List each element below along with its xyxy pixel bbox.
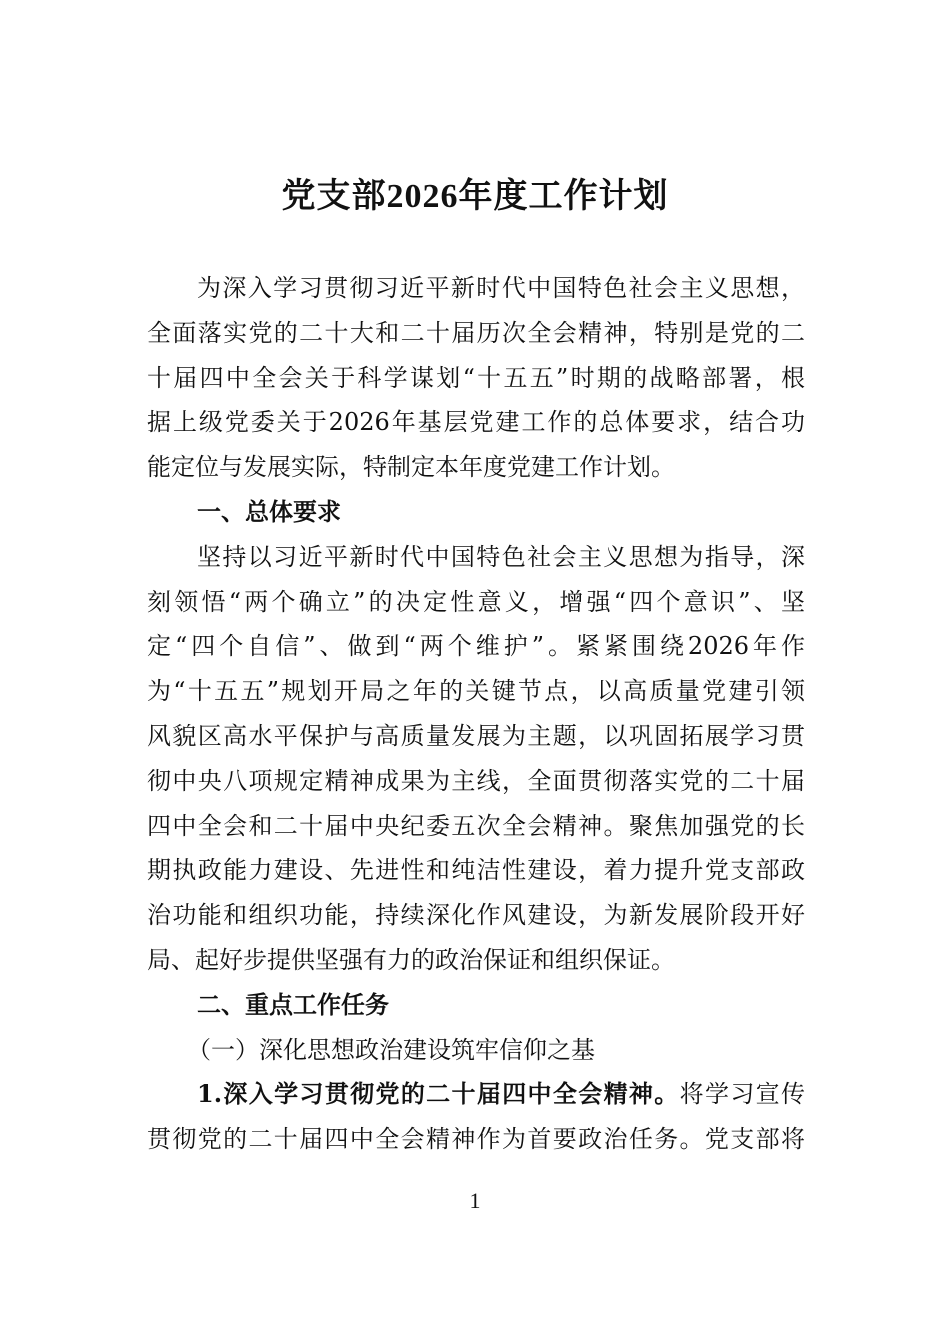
page-number: 1 — [469, 1188, 481, 1213]
section-heading-1: 一、总体要求 — [197, 497, 341, 526]
document-title: 党支部2026年度工作计划 — [281, 178, 669, 215]
text-line: 彻中央八项规定精神成果为主线，全面贯彻落实党的二十届 — [147, 766, 805, 795]
subsection-heading: （一）深化思想政治建设筑牢信仰之基 — [187, 1035, 595, 1064]
text-line: 全面落实党的二十大和二十届历次全会精神，特别是党的二 — [147, 318, 805, 347]
item-1-text: 将学习宣传 — [679, 1080, 806, 1109]
text-line: 为“十五五”规划开局之年的关键节点，以高质量党建引领 — [147, 677, 805, 706]
intro-paragraph — [147, 266, 805, 490]
text-line: 坚持以习近平新时代中国特色社会主义思想为指导，深 — [197, 542, 805, 571]
text-line: 期执政能力建设、先进性和纯洁性建设，着力提升党支部政 — [147, 856, 805, 885]
text-line: 刻领悟“两个确立”的决定性意义，增强“四个意识”、坚 — [147, 587, 805, 616]
text-line: 贯彻党的二十届四中全会精神作为首要政治任务。党支部将 — [147, 1125, 805, 1154]
text-line: 能定位与发展实际，特制定本年度党建工作计划。 — [147, 453, 675, 482]
text-line: 十届四中全会关于科学谋划“十五五”时期的战略部署，根 — [147, 363, 805, 392]
text-line: 为深入学习贯彻习近平新时代中国特色社会主义思想， — [197, 274, 805, 302]
text-line: 定“四个自信”、做到“两个维护”。紧紧围绕2026年作 — [147, 632, 805, 661]
text-line: 局、起好步提供坚强有力的政治保证和组织保证。 — [147, 945, 675, 974]
document-body — [147, 266, 805, 1162]
item-1-line — [147, 1072, 805, 1117]
section1-paragraph — [147, 535, 805, 983]
section-heading-2: 二、重点工作任务 — [197, 990, 389, 1019]
text-line: 治功能和组织功能，持续深化作风建设，为新发展阶段开好 — [147, 901, 805, 930]
text-line: 风貌区高水平保护与高质量发展为主题，以巩固拓展学习贯 — [147, 721, 805, 750]
text-line: 据上级党委关于2026年基层党建工作的总体要求，结合功 — [147, 408, 805, 437]
item-1-title: 1.深入学习贯彻党的二十届四中全会精神。 — [197, 1079, 680, 1109]
text-line: 四中全会和二十届中央纪委五次全会精神。聚焦加强党的长 — [147, 811, 805, 840]
